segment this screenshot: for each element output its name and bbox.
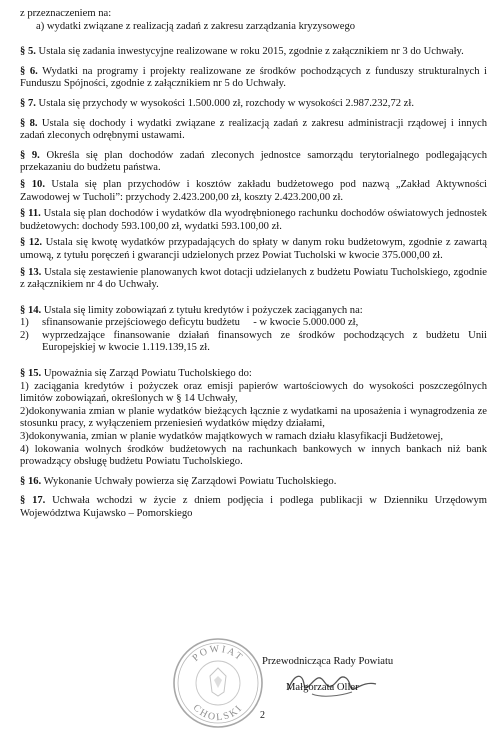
section-16 (20, 476, 487, 489)
section-text: Upoważnia się Zarząd Powiatu Tucholskiego do: (43, 368, 252, 380)
official-seal-icon (170, 634, 266, 732)
section-label: § 8. (20, 117, 38, 129)
section-5 (20, 46, 487, 59)
section-label: § 5. (20, 46, 36, 58)
list-item (20, 317, 487, 330)
section-7 (20, 98, 487, 111)
section-label: § 12. (20, 237, 43, 249)
section-6 (20, 66, 487, 91)
list-item: 4) lokowania wolnych środków budżetowych na rachunkach bankowych w innych bankach niż bank prowadzący obsługę budżetu Powiatu Tucholskiego. (20, 443, 487, 468)
list-item (20, 330, 487, 355)
section-text: Ustala się plan dochodów i wydatków dla wyodrębnionego rachunku dochodów oświatowych jednostek budżetowych: dochody 593.100,00 zł, wydatki 593.100,00 zł. (20, 208, 487, 232)
signature-block (262, 656, 482, 693)
list-item-number: 2) (20, 329, 29, 341)
section-13 (20, 267, 487, 292)
section-15 (20, 368, 487, 381)
section-label: § 11. (20, 208, 41, 220)
section-label: § 7. (20, 97, 36, 109)
section-text: Ustala się zadania inwestycyjne realizowane w roku 2015, zgodnie z załącznikiem nr 3 do Uchwały. (38, 46, 464, 58)
section-text: Ustala się dochody i wydatki związane z realizacją zadań z zakresu administracji rządowej i innych zadań zleconych odrębnymi ustawami. (20, 117, 488, 142)
section-8 (20, 118, 487, 143)
list-item-text: sfinansowanie przejściowego deficytu budżetu - w kwocie 5.000.000 zł, (42, 317, 359, 329)
seal-top-text: POWIAT (190, 643, 246, 664)
list-item: 1) zaciągania kredytów i pożyczek oraz emisji papierów wartościowych do wysokości poszczególnych limitów zobowiązań, określonych w § 14 Uchwały, (20, 380, 487, 405)
section-label: § 16. (20, 475, 42, 487)
section-label: § 14. (20, 304, 42, 316)
section-label: § 17. (20, 495, 46, 507)
list-item: 3)dokonywania, zmian w planie wydatków majątkowych w ramach działu klasyfikacji Budżetowej, (20, 431, 444, 443)
section-17 (20, 495, 487, 520)
section-text: Określa się plan dochodów zadań zleconych jednostce samorządu terytorialnego podlegających przekazaniu do budżetu państwa. (20, 149, 487, 174)
section-12 (20, 237, 487, 262)
section-label: § 15. (20, 368, 42, 380)
section-text: Ustala się przychody w wysokości 1.500.000 zł, rozchody w wysokości 2.987.232,72 zł. (38, 97, 414, 109)
intro-line: z przeznaczeniem na: (20, 8, 112, 19)
signatory-name: Małgorzata Oller (286, 682, 359, 693)
list-item-number: 1) (20, 317, 29, 329)
section-11 (20, 208, 487, 233)
section-10 (20, 179, 487, 204)
page-number: 2 (260, 710, 265, 721)
section-label: § 10. (20, 178, 45, 190)
section-14 (20, 305, 487, 318)
document-page (20, 8, 487, 521)
section-text: Ustala się limity zobowiązań z tytułu kredytów i pożyczek zaciąganych na: (43, 304, 363, 316)
signatory-title: Przewodnicząca Rady Powiatu (262, 656, 394, 667)
section-text: Wydatki na programy i projekty realizowane ze środków pochodzących z funduszy strukturalnych i Funduszu Spójności, zgodnie z załącznikiem nr 5 do Uchwały. (20, 65, 487, 90)
seal-bottom-text: CHOLSKI (190, 702, 246, 724)
section-label: § 9. (20, 149, 40, 161)
intro-item-a: a) wydatki związane z realizacją zadań z zakresu zarządzania kryzysowego (36, 20, 356, 32)
section-text: Ustala się zestawienie planowanych kwot dotacji udzielanych z budżetu Powiatu Tucholskiego, zgodnie z załącznikiem nr 4 do Uchwały. (20, 266, 488, 291)
section-9 (20, 150, 487, 175)
section-label: § 6. (20, 65, 38, 77)
list-item-text: wyprzedzające finansowanie działań finansowych ze środków pochodzących z budżetu Unii Europejskiej w kwocie 1.119.139,15 zł. (42, 329, 487, 354)
section-text: Uchwała wchodzi w życie z dniem podjęcia i podlega publikacji w Dzienniku Urzędowym Województwa Kujawsko – Pomorskiego (20, 495, 487, 519)
section-text: Wykonanie Uchwały powierza się Zarządowi Powiatu Tucholskiego. (43, 475, 337, 487)
section-text: Ustala się kwotę wydatków przypadających do spłaty w danym roku budżetowym, zgodnie z zawartą umową, z tytułu poręczeń i gwarancji udzielonych przez Powiat Tucholski w kwocie 375.000,00 zł. (20, 237, 488, 261)
section-label: § 13. (20, 266, 42, 278)
section-text: Ustala się plan przychodów i kosztów zakładu budżetowego pod nazwą „Zakład Aktywności Zawodowej w Tucholi”: przychody 2.423.200,00 zł, koszty 2.423.200,00 zł. (20, 178, 487, 203)
list-item: 2)dokonywania zmian w planie wydatków bieżących łącznie z wydatkami na uposażenia i wynagrodzenia ze stosunku pracy, z wyłączeniem przeniesień wydatków między działami, (20, 405, 487, 430)
